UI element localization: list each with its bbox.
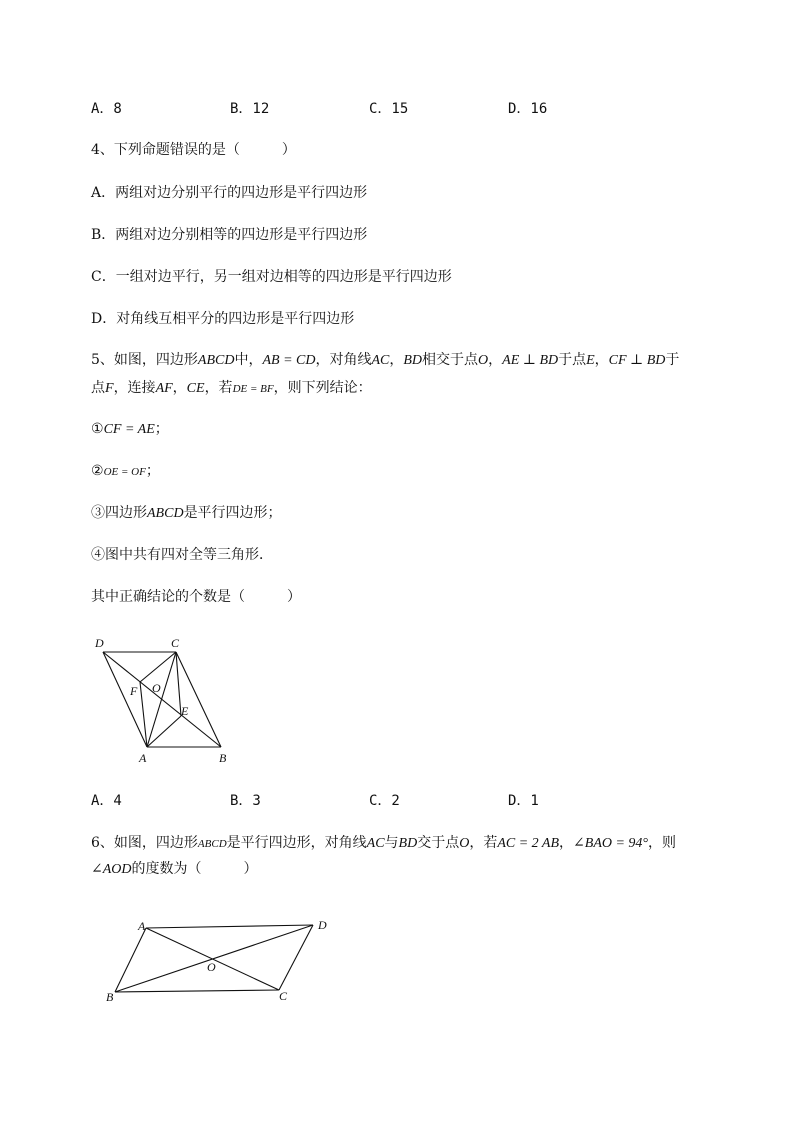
q5-option-c: C．2 <box>369 793 400 809</box>
q4-option-c: C．一组对边平行，另一组对边相等的四边形是平行四边形 <box>91 269 452 285</box>
q5-label-c: C <box>171 636 180 650</box>
q5-math: O <box>478 353 489 368</box>
q4-option-d: D．对角线互相平分的四边形是平行四边形 <box>91 311 355 327</box>
q5-label-d: D <box>95 636 104 650</box>
q6-seg-ad <box>146 925 313 928</box>
q5-text: 点 <box>91 380 105 396</box>
q5-text: ； <box>145 463 160 479</box>
q5-text: ③四边形 <box>91 505 147 521</box>
q5-label-b: B <box>219 751 227 765</box>
q3-option-a: A．8 <box>91 101 122 117</box>
q4-option-b: B．两组对边分别相等的四边形是平行四边形 <box>91 227 368 243</box>
q5-text: 中， <box>234 352 263 368</box>
q5-text: ，若 <box>204 380 233 396</box>
q5-text: 于 <box>665 352 680 368</box>
q6-seg-ba <box>115 928 146 992</box>
q5-label-a: A <box>139 751 147 765</box>
q5-label-f: F <box>130 684 138 698</box>
q5-label-e: E <box>181 704 189 718</box>
q6-label-a: A <box>138 919 146 933</box>
q6-math: ∠BAO = 94° <box>573 836 649 851</box>
q4-option-a: A．两组对边分别平行的四边形是平行四边形 <box>91 185 368 201</box>
q5-text: ，则下列结论： <box>273 380 372 396</box>
q5-text: ② <box>91 463 104 479</box>
q6-math: ∠AOD <box>91 862 132 877</box>
q6-text: ， <box>559 835 574 851</box>
q6-label-b: B <box>106 990 114 1004</box>
q5-math: CF = AE <box>103 422 155 437</box>
q4-stem: 4、下列命题错误的是（ ） <box>91 142 296 158</box>
q5-text: ， <box>172 380 187 396</box>
q6-text: ，若 <box>469 835 498 851</box>
q5-text: ， <box>594 352 609 368</box>
q6-label-o: O <box>207 960 216 974</box>
q5-text: 是平行四边形； <box>183 505 282 521</box>
q5-text: ，连接 <box>113 380 156 396</box>
q6-text: 的度数为（ ） <box>131 861 258 877</box>
q5-text: ， <box>488 352 503 368</box>
q5-conclusion-4: ④图中共有四对全等三角形． <box>91 547 273 563</box>
q5-math: ABCD <box>147 506 184 521</box>
q3-option-d: D．16 <box>508 101 548 117</box>
q5-text: 5、如图，四边形 <box>91 352 198 368</box>
q6-math: O <box>459 836 470 851</box>
q5-text: ，对角线 <box>315 352 372 368</box>
q5-math: OE = OF <box>103 466 146 478</box>
q5-math: AC <box>371 353 390 368</box>
q5-question: 其中正确结论的个数是（ ） <box>91 589 301 605</box>
q5-math: DE = BF <box>232 383 274 395</box>
q5-option-a: A．4 <box>91 793 122 809</box>
q3-option-b: B．12 <box>230 101 270 117</box>
q6-label-d: D <box>318 918 327 932</box>
q5-option-d: D．1 <box>508 793 539 809</box>
q6-text: 是平行四边形，对角线 <box>226 835 367 851</box>
q5-math: CF ⊥ BD <box>608 353 666 368</box>
q5-math: BD <box>403 353 423 368</box>
q6-text: 6、如图，四边形 <box>91 835 198 851</box>
q5-label-o: O <box>152 681 161 695</box>
q6-seg-cb <box>115 990 279 992</box>
q5-text: 于点 <box>558 352 587 368</box>
q3-option-c: C．15 <box>369 101 409 117</box>
q5-text: ， <box>389 352 404 368</box>
q6-text: ，则 <box>648 835 677 851</box>
q6-text: 交于点 <box>417 835 460 851</box>
q5-math: CE <box>186 381 205 396</box>
q6-math: AC <box>366 836 385 851</box>
q5-text: ① <box>91 421 104 437</box>
q5-math: AE ⊥ BD <box>502 353 559 368</box>
q6-label-c: C <box>279 989 288 1003</box>
q6-math: BD <box>398 836 418 851</box>
q5-option-b: B．3 <box>230 793 261 809</box>
q5-math: E <box>586 353 595 368</box>
q5-text: ； <box>154 421 169 437</box>
q6-math: ABCD <box>197 838 227 850</box>
q5-math: AB = CD <box>262 353 316 368</box>
q5-math: AF <box>155 381 173 396</box>
q5-text: 相交于点 <box>422 352 479 368</box>
q5-math: F <box>105 381 114 396</box>
q6-math: AC = 2 AB <box>497 836 560 851</box>
q5-math: ABCD <box>197 353 235 368</box>
q6-text: 与 <box>384 835 399 851</box>
